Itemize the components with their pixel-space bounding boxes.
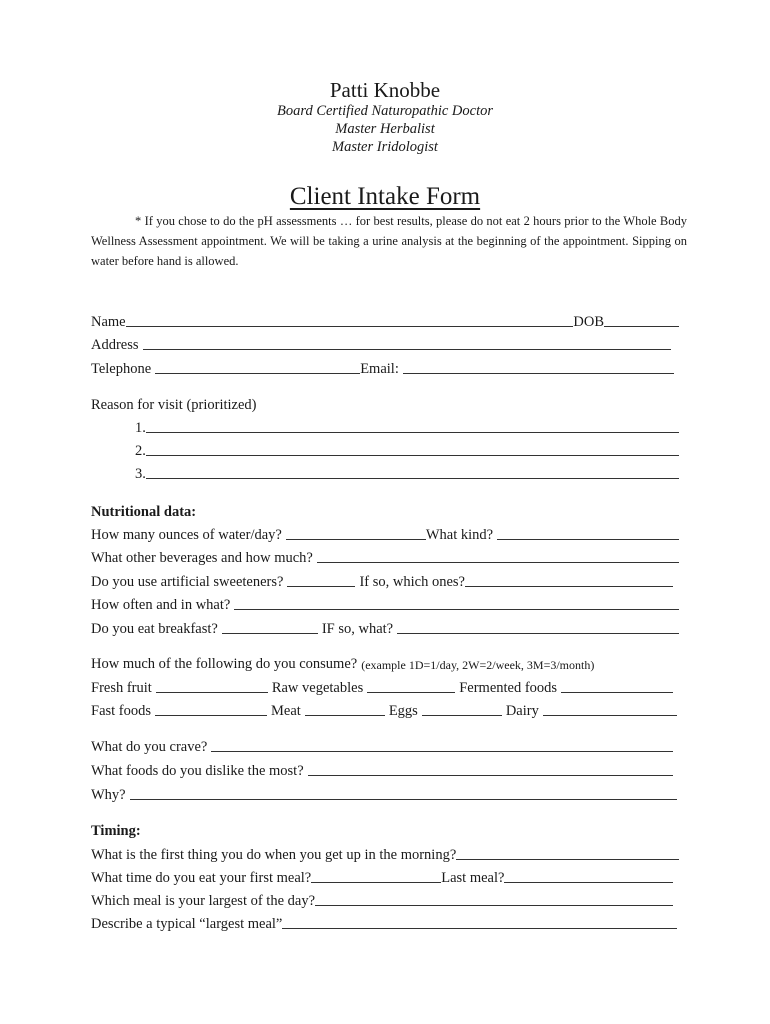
email-label: Email: [360, 361, 399, 377]
fresh-fruit-label: Fresh fruit [91, 680, 152, 696]
raw-vegetables-label: Raw vegetables [271, 680, 364, 696]
describe-meal-row [91, 911, 677, 933]
water-question: How many ounces of water/day? [91, 527, 282, 543]
fresh-fruit-field[interactable] [156, 692, 268, 693]
how-often-question: How often and in what? [91, 597, 231, 613]
eggs-field[interactable] [422, 715, 502, 716]
timing-heading [91, 818, 679, 840]
water-kind-field[interactable] [497, 539, 679, 540]
dislike-question: What foods do you dislike the most? [91, 763, 304, 779]
name-field[interactable] [126, 326, 574, 327]
nutrition-heading-text: Nutritional data: [91, 504, 197, 520]
dairy-field[interactable] [543, 715, 677, 716]
telephone-email-row [91, 356, 674, 378]
breakfast-field[interactable] [222, 633, 318, 634]
beverages-question: What other beverages and how much? [91, 550, 313, 566]
meal-times-row [91, 865, 673, 887]
instruction-note [91, 211, 687, 271]
sweeteners-which-field[interactable] [465, 586, 673, 587]
sweeteners-which-label: If so, which ones? [359, 574, 465, 590]
meat-field[interactable] [305, 715, 385, 716]
first-thing-row [91, 842, 679, 864]
beverages-row [91, 545, 679, 567]
last-meal-label: Last meal? [441, 870, 505, 886]
address-label: Address [91, 337, 139, 353]
name-label: Name [91, 314, 126, 330]
timing-heading-text: Timing: [91, 823, 141, 839]
address-row [91, 332, 671, 354]
reason-number: 2. [135, 443, 146, 459]
how-often-field[interactable] [234, 609, 679, 610]
consume-question-row [91, 651, 679, 673]
breakfast-question: Do you eat breakfast? [91, 621, 218, 637]
reason-field[interactable] [146, 478, 679, 479]
crave-row [91, 734, 673, 756]
why-row [91, 782, 677, 804]
water-ounces-field[interactable] [286, 539, 426, 540]
nutrition-heading [91, 499, 679, 521]
name-dob-row [91, 309, 679, 331]
sweeteners-field[interactable] [287, 586, 355, 587]
instruction-text: * If you chose to do the pH assessments … for best results, please do not eat 2 hours prior to the Whole Body Wellness Assessment appointment. We will be taking a urine analysis at the beginning of the appointment. Sipping on water before hand is allowed. [91, 214, 687, 268]
breakfast-what-field[interactable] [397, 633, 679, 634]
consume-question: How much of the following do you consume? [91, 656, 358, 672]
credential-line: Board Certified Naturopathic Doctor [276, 103, 493, 119]
dob-label: DOB [573, 314, 604, 330]
crave-field[interactable] [211, 751, 673, 752]
why-field[interactable] [130, 799, 677, 800]
largest-meal-question: Which meal is your largest of the day? [91, 893, 316, 909]
reason-heading [91, 392, 679, 414]
how-often-row [91, 592, 679, 614]
first-meal-field[interactable] [311, 882, 441, 883]
fermented-foods-label: Fermented foods [459, 680, 558, 696]
fermented-foods-field[interactable] [561, 692, 673, 693]
dairy-label: Dairy [505, 703, 539, 719]
largest-meal-field[interactable] [315, 905, 673, 906]
reason-number: 3. [135, 466, 146, 482]
first-meal-question: What time do you eat your first meal? [91, 870, 312, 886]
first-thing-field[interactable] [456, 859, 679, 860]
breakfast-row [91, 616, 679, 638]
letterhead [0, 0, 770, 156]
fast-foods-label: Fast foods [91, 703, 152, 719]
address-field[interactable] [143, 349, 671, 350]
sweeteners-row [91, 569, 673, 591]
water-row [91, 522, 679, 544]
beverages-field[interactable] [317, 562, 679, 563]
crave-question: What do you crave? [91, 739, 208, 755]
first-thing-question: What is the first thing you do when you get up in the morning? [91, 847, 457, 863]
raw-vegetables-field[interactable] [367, 692, 455, 693]
email-field[interactable] [403, 373, 674, 374]
consume-row-2 [91, 698, 677, 720]
reason-heading-text: Reason for visit (prioritized) [91, 397, 257, 413]
meat-label: Meat [271, 703, 301, 719]
reason-field[interactable] [146, 455, 679, 456]
consume-example: (example 1D=1/day, 2W=2/week, 3M=3/month) [361, 658, 595, 672]
fast-foods-field[interactable] [155, 715, 267, 716]
why-question: Why? [91, 787, 126, 803]
eggs-label: Eggs [388, 703, 418, 719]
reason-item [135, 415, 679, 437]
dislike-field[interactable] [308, 775, 673, 776]
reason-field[interactable] [146, 432, 679, 433]
last-meal-field[interactable] [504, 882, 673, 883]
telephone-field[interactable] [155, 373, 360, 374]
reason-number: 1. [135, 420, 146, 436]
reason-item [135, 461, 679, 483]
describe-meal-question: Describe a typical “largest meal” [91, 916, 283, 932]
reason-item [135, 438, 679, 460]
form-title: Client Intake Form [289, 183, 481, 210]
credential-line: Master Herbalist [335, 121, 435, 137]
water-kind-label: What kind? [425, 527, 494, 543]
dislike-row [91, 758, 673, 780]
sweeteners-question: Do you use artificial sweeteners? [91, 574, 284, 590]
credential-line: Master Iridologist [332, 139, 438, 155]
practitioner-name: Patti Knobbe [329, 78, 441, 102]
consume-row-1 [91, 675, 673, 697]
dob-field[interactable] [604, 326, 679, 327]
describe-meal-field[interactable] [282, 928, 677, 929]
telephone-label: Telephone [91, 361, 152, 377]
breakfast-what-label: IF so, what? [321, 621, 394, 637]
largest-meal-row [91, 888, 673, 910]
